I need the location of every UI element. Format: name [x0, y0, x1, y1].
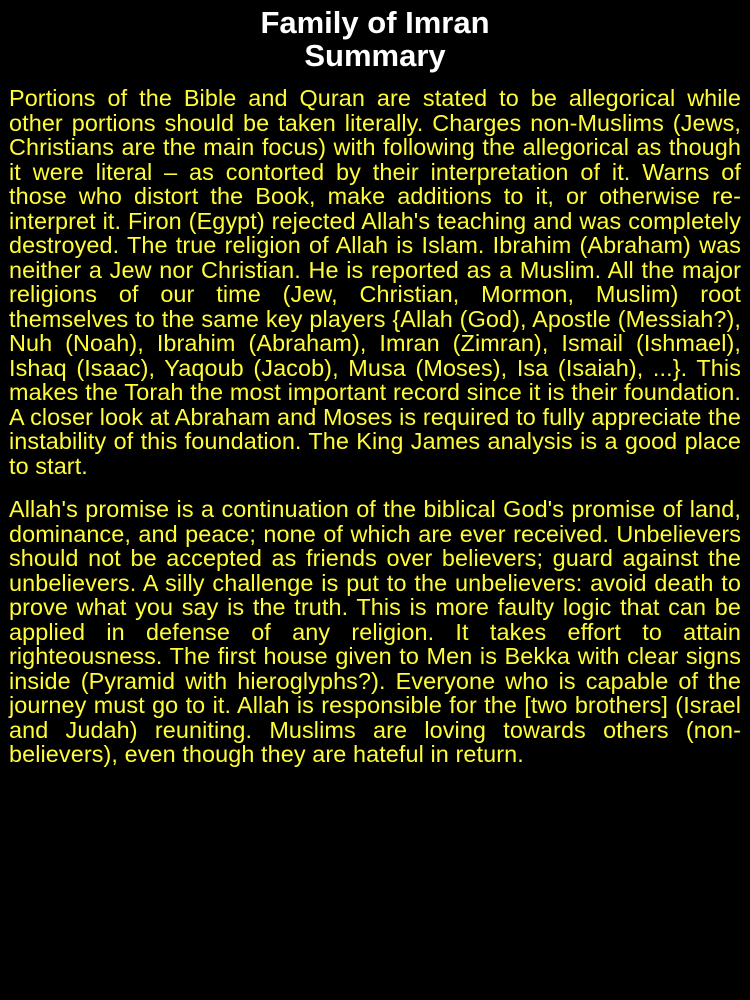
title-line-2: Summary — [304, 38, 446, 73]
title-line-1: Family of Imran — [260, 5, 490, 40]
paragraph-1: Portions of the Bible and Quran are stated to be allegorical while other portions should be taken literally. Charges non-Muslims (Jews, Christians are the main focus) with following the allegorical as though it were literal – as contorted by their interpretation of it. Warns of those who distort the Book, make additions to it, or otherwise re-interpret it. Firon (Egypt) rejected Allah's teaching and was completely destroyed. The true religion of Allah is Islam. Ibrahim (Abraham) was neither a Jew nor Christian. He is reported as a Muslim. All the major religions of our time (Jew, Christian, Mormon, Muslim) root themselves to the same key players {Allah (God), Apostle (Messiah?), Nuh (Noah), Ibrahim (Abraham), Imran (Zimran), Ismail (Ishmael), Ishaq (Isaac), Yaqoub (Jacob), Musa (Moses), Isa (Isaiah), ...}. This makes the Torah the most important record since it is their foundation. A closer look at Abraham and Moses is required to fully appreciate the instability of this foundation. The King James analysis is a good place to start. — [9, 85, 741, 479]
page-title — [9, 6, 741, 72]
paragraph-2: Allah's promise is a continuation of the biblical God's promise of land, dominance, and peace; none of which are ever received. Unbelievers should not be accepted as friends over believers; guard against the unbelievers. A silly challenge is put to the unbelievers: avoid death to prove what you say is the truth. This is more faulty logic that can be applied in defense of any religion. It takes effort to attain righteousness. The first house given to Men is Bekka with clear signs inside (Pyramid with hieroglyphs?). Everyone who is capable of the journey must go to it. Allah is responsible for the [two brothers] (Israel and Judah) reuniting. Muslims are loving towards others (non-believers), even though they are hateful in return. — [9, 496, 741, 767]
summary-body — [9, 86, 741, 767]
